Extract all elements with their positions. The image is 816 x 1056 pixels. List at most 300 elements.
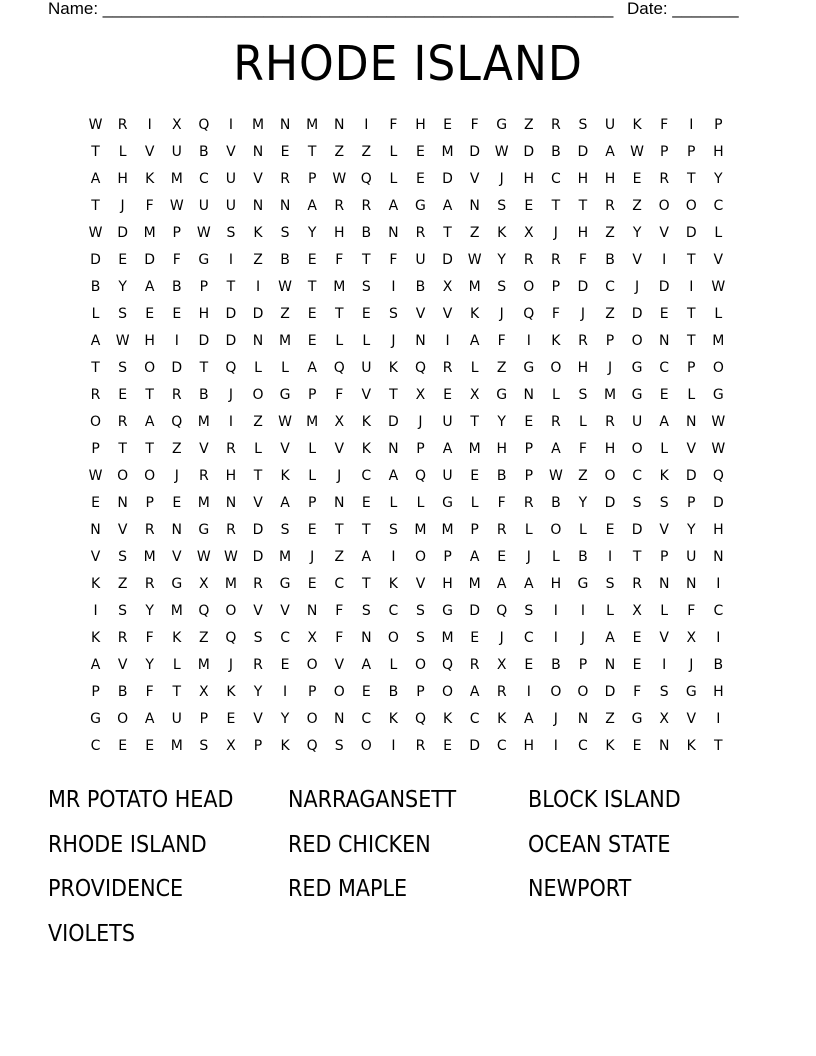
grid-letter[interactable]: B [388, 684, 399, 700]
grid-letter[interactable]: D [252, 306, 264, 322]
grid-letter[interactable]: T [686, 333, 696, 349]
grid-letter[interactable]: I [391, 738, 396, 754]
grid-letter[interactable]: K [388, 360, 398, 376]
grid-letter[interactable]: R [117, 630, 128, 646]
grid-letter[interactable]: R [90, 387, 101, 403]
grid-letter[interactable]: J [120, 198, 125, 214]
grid-letter[interactable]: O [333, 684, 345, 700]
grid-letter[interactable]: S [226, 225, 236, 241]
grid-letter[interactable]: V [199, 441, 209, 457]
grid-letter[interactable]: Q [198, 117, 210, 133]
grid-letter[interactable]: C [280, 630, 290, 646]
grid-letter[interactable]: K [686, 738, 696, 754]
grid-letter[interactable]: Z [496, 360, 507, 376]
grid-letter[interactable]: E [632, 171, 642, 187]
grid-letter[interactable]: L [470, 360, 479, 376]
grid-letter[interactable]: Z [605, 711, 615, 727]
grid-letter[interactable]: K [226, 684, 236, 700]
grid-letter[interactable]: L [362, 333, 371, 349]
grid-letter[interactable]: A [442, 441, 453, 457]
grid-letter[interactable]: N [252, 198, 264, 214]
grid-letter[interactable]: M [197, 414, 210, 430]
grid-letter[interactable]: I [553, 738, 558, 754]
grid-letter[interactable]: U [198, 198, 209, 214]
grid-letter[interactable]: T [199, 360, 209, 376]
grid-letter[interactable]: M [143, 225, 156, 241]
grid-letter[interactable]: G [279, 576, 291, 592]
grid-letter[interactable]: G [631, 360, 643, 376]
grid-letter[interactable]: S [280, 522, 290, 538]
grid-letter[interactable]: N [361, 630, 372, 646]
grid-letter[interactable]: O [387, 630, 399, 646]
grid-letter[interactable]: X [171, 117, 182, 133]
grid-letter[interactable]: N [658, 738, 670, 754]
grid-letter[interactable]: B [415, 279, 426, 295]
grid-letter[interactable]: S [253, 630, 263, 646]
grid-letter[interactable]: T [686, 252, 696, 268]
grid-letter[interactable]: S [659, 495, 669, 511]
grid-letter[interactable]: R [253, 657, 263, 673]
grid-letter[interactable]: K [551, 333, 561, 349]
grid-letter[interactable]: B [171, 279, 182, 295]
grid-letter[interactable]: X [415, 387, 426, 403]
grid-letter[interactable]: K [90, 576, 101, 592]
grid-letter[interactable]: G [442, 495, 453, 511]
grid-letter[interactable]: W [115, 333, 130, 349]
grid-letter[interactable]: O [550, 360, 562, 376]
grid-letter[interactable]: V [90, 549, 101, 565]
grid-letter[interactable]: J [553, 225, 558, 241]
grid-letter[interactable]: H [604, 441, 616, 457]
grid-letter[interactable]: K [470, 306, 480, 322]
grid-letter[interactable]: K [388, 711, 398, 727]
grid-letter[interactable]: O [550, 522, 562, 538]
grid-letter[interactable]: W [88, 468, 103, 484]
grid-letter[interactable]: I [391, 279, 396, 295]
grid-letter[interactable]: G [415, 198, 426, 214]
grid-letter[interactable]: B [551, 657, 561, 673]
grid-letter[interactable]: N [334, 711, 345, 727]
grid-letter[interactable]: I [553, 630, 558, 646]
grid-letter[interactable]: B [605, 252, 615, 268]
grid-letter[interactable]: E [416, 144, 425, 160]
grid-letter[interactable]: N [279, 117, 291, 133]
grid-letter[interactable]: O [550, 684, 562, 700]
grid-letter[interactable]: E [605, 522, 615, 538]
grid-letter[interactable]: T [443, 225, 452, 241]
grid-letter[interactable]: V [171, 549, 182, 565]
grid-letter[interactable]: A [388, 468, 399, 484]
grid-letter[interactable]: N [686, 414, 697, 430]
grid-letter[interactable]: V [713, 252, 724, 268]
grid-letter[interactable]: A [144, 414, 155, 430]
grid-letter[interactable]: G [523, 360, 535, 376]
grid-letter[interactable]: H [577, 225, 589, 241]
grid-letter[interactable]: I [526, 684, 531, 700]
grid-letter[interactable]: E [470, 630, 480, 646]
grid-letter[interactable]: H [713, 684, 724, 700]
grid-letter[interactable]: P [145, 495, 154, 511]
grid-letter[interactable]: H [225, 468, 237, 484]
grid-letter[interactable]: Z [199, 630, 209, 646]
grid-letter[interactable]: M [197, 495, 210, 511]
grid-letter[interactable]: J [607, 360, 613, 376]
grid-letter[interactable]: K [632, 117, 642, 133]
grid-letter[interactable]: P [199, 711, 209, 727]
grid-letter[interactable]: I [662, 657, 667, 673]
grid-letter[interactable]: L [551, 387, 560, 403]
grid-letter[interactable]: M [441, 522, 454, 538]
grid-letter[interactable]: Y [280, 711, 290, 727]
grid-letter[interactable]: L [254, 441, 262, 457]
grid-letter[interactable]: H [442, 576, 453, 592]
grid-letter[interactable]: W [711, 279, 726, 295]
grid-letter[interactable]: L [118, 144, 127, 160]
grid-letter[interactable]: I [716, 711, 721, 727]
grid-letter[interactable]: D [631, 306, 643, 322]
grid-letter[interactable]: A [307, 360, 317, 376]
grid-letter[interactable]: I [283, 684, 288, 700]
grid-letter[interactable]: I [662, 252, 667, 268]
grid-letter[interactable]: D [252, 522, 264, 538]
grid-letter[interactable]: E [659, 387, 669, 403]
grid-letter[interactable]: T [118, 441, 127, 457]
grid-letter[interactable]: M [333, 279, 346, 295]
grid-letter[interactable]: L [389, 495, 398, 511]
grid-letter[interactable]: C [361, 711, 372, 727]
grid-letter[interactable]: E [361, 684, 371, 700]
grid-letter[interactable]: W [196, 549, 211, 565]
grid-letter[interactable]: L [606, 603, 614, 619]
grid-letter[interactable]: E [632, 657, 642, 673]
grid-letter[interactable]: B [199, 387, 209, 403]
grid-letter[interactable]: D [685, 468, 697, 484]
grid-letter[interactable]: L [579, 414, 587, 430]
grid-letter[interactable]: F [578, 252, 587, 268]
grid-letter[interactable]: Y [686, 522, 696, 538]
grid-letter[interactable]: P [687, 360, 696, 376]
grid-letter[interactable]: F [172, 252, 181, 268]
grid-letter[interactable]: E [172, 306, 182, 322]
grid-letter[interactable]: G [442, 603, 453, 619]
grid-letter[interactable]: O [442, 684, 454, 700]
grid-letter[interactable]: N [252, 333, 264, 349]
grid-letter[interactable]: P [307, 495, 317, 511]
grid-letter[interactable]: E [443, 387, 452, 403]
grid-letter[interactable]: N [225, 495, 237, 511]
grid-letter[interactable]: D [712, 495, 724, 511]
grid-letter[interactable]: G [90, 711, 101, 727]
grid-letter[interactable]: P [659, 144, 669, 160]
grid-letter[interactable]: M [712, 333, 725, 349]
grid-letter[interactable]: X [334, 414, 345, 430]
grid-letter[interactable]: M [197, 657, 210, 673]
grid-letter[interactable]: M [468, 279, 481, 295]
grid-letter[interactable]: Q [171, 414, 183, 430]
grid-letter[interactable]: P [524, 441, 534, 457]
grid-letter[interactable]: D [604, 495, 616, 511]
grid-letter[interactable]: B [496, 468, 507, 484]
grid-letter[interactable]: C [632, 468, 642, 484]
grid-letter[interactable]: C [388, 603, 399, 619]
grid-letter[interactable]: A [90, 657, 101, 673]
grid-letter[interactable]: Q [306, 738, 318, 754]
grid-letter[interactable]: T [145, 387, 154, 403]
grid-letter[interactable]: V [280, 603, 290, 619]
grid-letter[interactable]: W [278, 414, 292, 430]
grid-letter[interactable]: A [361, 657, 372, 673]
grid-letter[interactable]: W [711, 414, 726, 430]
grid-letter[interactable]: G [712, 387, 724, 403]
grid-letter[interactable]: P [416, 441, 425, 457]
grid-letter[interactable]: Y [578, 495, 588, 511]
grid-letter[interactable]: P [307, 684, 317, 700]
grid-letter[interactable]: W [196, 225, 211, 241]
grid-letter[interactable]: Q [225, 360, 237, 376]
grid-letter[interactable]: D [442, 171, 453, 187]
grid-letter[interactable]: I [580, 603, 586, 619]
grid-letter[interactable]: S [578, 117, 588, 133]
grid-letter[interactable]: R [659, 171, 670, 187]
grid-letter[interactable]: J [499, 630, 504, 646]
grid-letter[interactable]: P [551, 279, 561, 295]
grid-letter[interactable]: E [307, 333, 317, 349]
grid-letter[interactable]: R [144, 576, 155, 592]
grid-letter[interactable]: D [469, 603, 481, 619]
grid-letter[interactable]: Y [145, 603, 154, 619]
grid-letter[interactable]: S [118, 306, 128, 322]
grid-letter[interactable]: S [118, 549, 128, 565]
grid-letter[interactable]: P [172, 225, 181, 241]
grid-letter[interactable]: H [117, 171, 128, 187]
grid-letter[interactable]: M [603, 387, 617, 403]
grid-letter[interactable]: R [144, 522, 155, 538]
grid-letter[interactable]: X [659, 711, 669, 727]
grid-letter[interactable]: Y [497, 252, 506, 268]
grid-letter[interactable]: O [414, 657, 426, 673]
grid-letter[interactable]: T [389, 387, 398, 403]
grid-letter[interactable]: X [226, 738, 236, 754]
grid-letter[interactable]: I [553, 603, 558, 619]
grid-letter[interactable]: B [713, 657, 724, 673]
grid-letter[interactable]: T [362, 522, 371, 538]
grid-letter[interactable]: T [632, 549, 642, 565]
grid-letter[interactable]: R [334, 198, 345, 214]
grid-letter[interactable]: P [470, 522, 479, 538]
grid-letter[interactable]: G [171, 576, 183, 592]
grid-letter[interactable]: E [226, 711, 236, 727]
grid-letter[interactable]: M [170, 603, 183, 619]
grid-letter[interactable]: L [660, 441, 669, 457]
grid-letter[interactable]: D [604, 684, 616, 700]
grid-letter[interactable]: U [361, 360, 372, 376]
grid-letter[interactable]: N [90, 522, 101, 538]
grid-letter[interactable]: D [90, 252, 101, 268]
grid-letter[interactable]: P [714, 117, 723, 133]
grid-letter[interactable]: N [279, 198, 291, 214]
grid-letter[interactable]: X [199, 684, 209, 700]
grid-letter[interactable]: J [499, 171, 504, 187]
grid-letter[interactable]: U [631, 414, 643, 430]
grid-letter[interactable]: M [306, 117, 319, 133]
grid-letter[interactable]: O [631, 441, 643, 457]
grid-letter[interactable]: P [416, 684, 425, 700]
grid-letter[interactable]: R [605, 198, 615, 214]
grid-letter[interactable]: F [578, 441, 587, 457]
grid-letter[interactable]: T [362, 252, 371, 268]
grid-letter[interactable]: W [630, 144, 645, 160]
grid-letter[interactable]: R [551, 414, 561, 430]
grid-letter[interactable]: R [226, 522, 236, 538]
grid-letter[interactable]: I [147, 117, 152, 133]
grid-letter[interactable]: P [307, 171, 317, 187]
grid-letter[interactable]: T [578, 198, 588, 214]
grid-letter[interactable]: Y [118, 279, 127, 295]
grid-letter[interactable]: R [496, 522, 507, 538]
grid-letter[interactable]: T [714, 738, 723, 754]
grid-letter[interactable]: A [659, 414, 669, 430]
grid-letter[interactable]: G [198, 252, 210, 268]
grid-letter[interactable]: C [550, 171, 561, 187]
grid-letter[interactable]: V [469, 171, 480, 187]
grid-letter[interactable]: O [577, 684, 589, 700]
grid-letter[interactable]: E [280, 144, 290, 160]
grid-letter[interactable]: R [578, 333, 588, 349]
grid-letter[interactable]: M [306, 414, 319, 430]
grid-letter[interactable]: D [469, 144, 481, 160]
grid-letter[interactable]: P [687, 144, 696, 160]
grid-letter[interactable]: W [467, 252, 482, 268]
grid-letter[interactable]: L [254, 360, 262, 376]
grid-letter[interactable]: Z [334, 144, 345, 160]
grid-letter[interactable]: D [225, 306, 237, 322]
grid-letter[interactable]: K [253, 225, 263, 241]
grid-letter[interactable]: B [551, 144, 561, 160]
grid-letter[interactable]: F [145, 198, 154, 214]
grid-letter[interactable]: I [391, 549, 396, 565]
grid-letter[interactable]: Q [414, 711, 426, 727]
grid-letter[interactable]: O [117, 468, 129, 484]
grid-letter[interactable]: A [551, 441, 561, 457]
grid-letter[interactable]: Y [632, 225, 642, 241]
grid-letter[interactable]: S [416, 630, 425, 646]
grid-letter[interactable]: B [280, 252, 290, 268]
grid-letter[interactable]: K [497, 225, 507, 241]
grid-letter[interactable]: J [553, 711, 558, 727]
grid-letter[interactable]: R [171, 387, 182, 403]
grid-letter[interactable]: V [632, 252, 642, 268]
grid-letter[interactable]: B [361, 225, 372, 241]
grid-letter[interactable]: S [334, 738, 344, 754]
grid-letter[interactable]: I [689, 279, 694, 295]
grid-letter[interactable]: O [712, 360, 724, 376]
grid-letter[interactable]: J [310, 549, 315, 565]
grid-letter[interactable]: P [687, 495, 696, 511]
grid-letter[interactable]: Y [714, 171, 723, 187]
grid-letter[interactable]: W [711, 441, 726, 457]
grid-letter[interactable]: D [171, 360, 183, 376]
grid-letter[interactable]: E [361, 495, 371, 511]
grid-letter[interactable]: O [306, 711, 318, 727]
grid-letter[interactable]: B [551, 495, 561, 511]
grid-letter[interactable]: Q [496, 603, 508, 619]
grid-letter[interactable]: E [524, 414, 534, 430]
grid-letter[interactable]: L [389, 657, 398, 673]
grid-letter[interactable]: R [198, 468, 209, 484]
grid-letter[interactable]: O [414, 549, 426, 565]
grid-letter[interactable]: F [335, 387, 344, 403]
grid-letter[interactable]: J [580, 630, 586, 646]
grid-letter[interactable]: R [523, 252, 534, 268]
grid-letter[interactable]: G [496, 117, 508, 133]
grid-letter[interactable]: Q [712, 468, 724, 484]
grid-letter[interactable]: D [469, 738, 481, 754]
grid-letter[interactable]: R [551, 252, 561, 268]
grid-letter[interactable]: V [686, 441, 697, 457]
grid-letter[interactable]: D [225, 333, 237, 349]
grid-letter[interactable]: M [468, 441, 481, 457]
grid-letter[interactable]: F [389, 117, 398, 133]
grid-letter[interactable]: A [605, 630, 615, 646]
grid-letter[interactable]: O [685, 198, 697, 214]
grid-letter[interactable]: I [716, 576, 721, 592]
grid-letter[interactable]: A [307, 198, 317, 214]
grid-letter[interactable]: F [687, 603, 696, 619]
grid-letter[interactable]: D [198, 333, 210, 349]
grid-letter[interactable]: A [442, 198, 453, 214]
grid-letter[interactable]: Z [469, 225, 480, 241]
grid-letter[interactable]: C [605, 279, 615, 295]
grid-letter[interactable]: S [497, 279, 507, 295]
grid-letter[interactable]: I [174, 333, 179, 349]
grid-letter[interactable]: T [172, 684, 182, 700]
grid-letter[interactable]: H [496, 441, 507, 457]
grid-letter[interactable]: V [280, 441, 290, 457]
grid-letter[interactable]: J [418, 414, 423, 430]
grid-letter[interactable]: A [144, 279, 155, 295]
grid-letter[interactable]: A [144, 711, 155, 727]
grid-letter[interactable]: O [117, 711, 129, 727]
grid-letter[interactable]: A [524, 711, 534, 727]
grid-letter[interactable]: M [279, 333, 292, 349]
grid-letter[interactable]: C [659, 360, 670, 376]
grid-letter[interactable]: R [469, 657, 480, 673]
grid-letter[interactable]: B [90, 279, 101, 295]
grid-letter[interactable]: Y [253, 684, 263, 700]
grid-letter[interactable]: I [228, 117, 233, 133]
grid-letter[interactable]: R [415, 225, 426, 241]
grid-letter[interactable]: K [361, 414, 371, 430]
grid-letter[interactable]: E [280, 657, 290, 673]
grid-letter[interactable]: V [415, 576, 426, 592]
grid-letter[interactable]: O [658, 198, 670, 214]
grid-letter[interactable]: M [441, 144, 454, 160]
grid-letter[interactable]: E [145, 738, 155, 754]
grid-letter[interactable]: H [523, 738, 535, 754]
grid-letter[interactable]: X [686, 630, 697, 646]
grid-letter[interactable]: C [90, 738, 101, 754]
grid-letter[interactable]: N [658, 333, 670, 349]
grid-letter[interactable]: A [605, 144, 615, 160]
grid-letter[interactable]: S [578, 387, 588, 403]
grid-letter[interactable]: R [117, 414, 128, 430]
grid-letter[interactable]: W [548, 468, 563, 484]
grid-letter[interactable]: C [713, 198, 724, 214]
grid-letter[interactable]: B [578, 549, 588, 565]
grid-letter[interactable]: T [334, 522, 344, 538]
grid-letter[interactable]: R [361, 198, 372, 214]
grid-letter[interactable]: W [224, 549, 238, 565]
